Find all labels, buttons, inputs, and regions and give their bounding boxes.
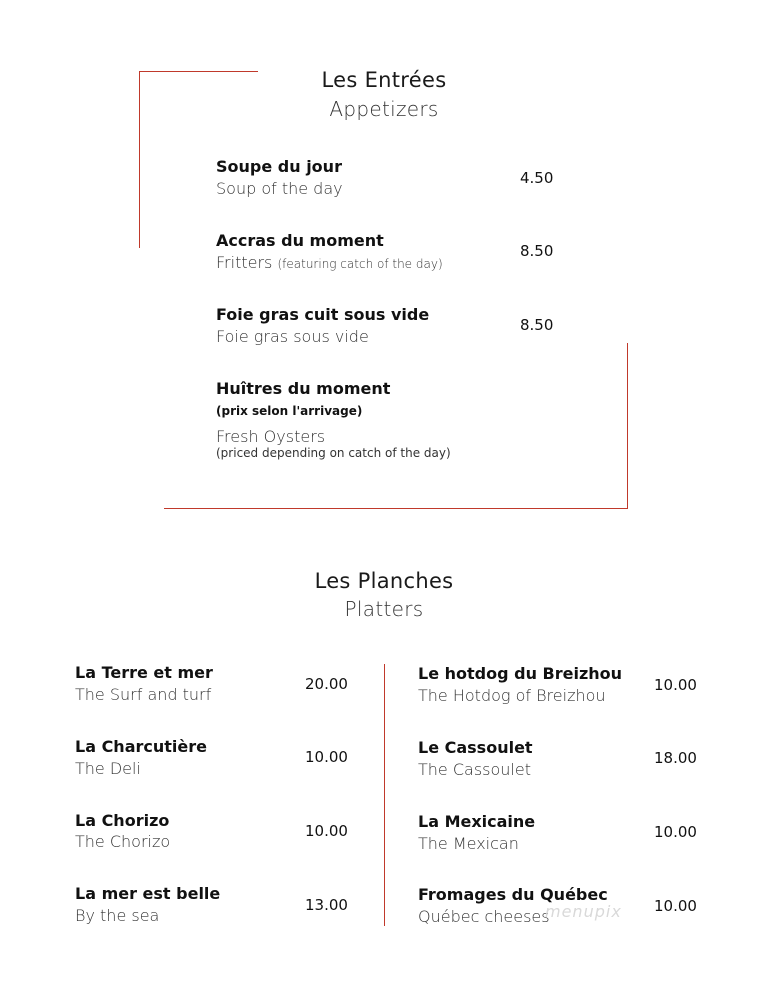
item-name-en: The Deli xyxy=(75,759,141,778)
item-name-en-note: (featuring catch of the day) xyxy=(277,257,443,271)
item-price: 13.00 xyxy=(305,896,348,914)
item-name-fr: Huîtres du moment xyxy=(216,379,391,398)
item-note-fr: (prix selon l'arrivage) xyxy=(216,404,363,418)
item-name-en: Fresh Oysters xyxy=(216,427,326,446)
item-note-en: (priced depending on catch of the day) xyxy=(216,446,451,460)
item-name-fr: La Chorizo xyxy=(75,811,170,830)
item-price: 8.50 xyxy=(520,242,554,260)
item-name-en: By the sea xyxy=(75,906,160,925)
item-name-en-main: Fritters xyxy=(216,253,273,272)
item-price: 10.00 xyxy=(654,897,697,915)
item-name-en: Soup of the day xyxy=(216,179,343,198)
item-price: 20.00 xyxy=(305,675,348,693)
item-name-fr: La Terre et mer xyxy=(75,663,213,682)
column-divider xyxy=(384,664,385,926)
item-name-fr: Fromages du Québec xyxy=(418,885,608,904)
item-name-en: The Hotdog of Breizhou xyxy=(418,686,606,705)
frame-right-rule xyxy=(627,343,628,509)
watermark-logo: menupix xyxy=(545,902,622,921)
item-name-en: Québec cheeses xyxy=(418,907,550,926)
item-name-en: The Surf and turf xyxy=(75,685,212,704)
item-name-fr: Foie gras cuit sous vide xyxy=(216,305,430,324)
item-price: 8.50 xyxy=(520,316,554,334)
item-name-fr: Le Cassoulet xyxy=(418,738,533,757)
item-name-en: The Chorizo xyxy=(75,832,171,851)
frame-bottom-rule xyxy=(164,508,628,509)
item-name-fr: Le hotdog du Breizhou xyxy=(418,664,623,683)
item-name-en: The Cassoulet xyxy=(418,760,531,779)
item-price: 18.00 xyxy=(654,749,697,767)
item-name-fr: Soupe du jour xyxy=(216,157,342,176)
item-name-fr: La Charcutière xyxy=(75,737,207,756)
item-price: 10.00 xyxy=(305,822,348,840)
item-price: 4.50 xyxy=(520,169,554,187)
item-name-en xyxy=(216,253,443,272)
item-name-en: Foie gras sous vide xyxy=(216,327,369,346)
planches-title: Les Planches xyxy=(314,569,454,593)
item-price: 10.00 xyxy=(305,748,348,766)
item-name-en: The Mexican xyxy=(418,834,519,853)
item-name-fr: La mer est belle xyxy=(75,884,221,903)
item-price: 10.00 xyxy=(654,676,697,694)
entrees-title: Les Entrées xyxy=(321,68,447,92)
planches-subtitle: Platters xyxy=(344,597,424,621)
item-name-fr: Accras du moment xyxy=(216,231,384,250)
item-price: 10.00 xyxy=(654,823,697,841)
item-name-fr: La Mexicaine xyxy=(418,812,536,831)
entrees-subtitle: Appetizers xyxy=(329,97,439,121)
